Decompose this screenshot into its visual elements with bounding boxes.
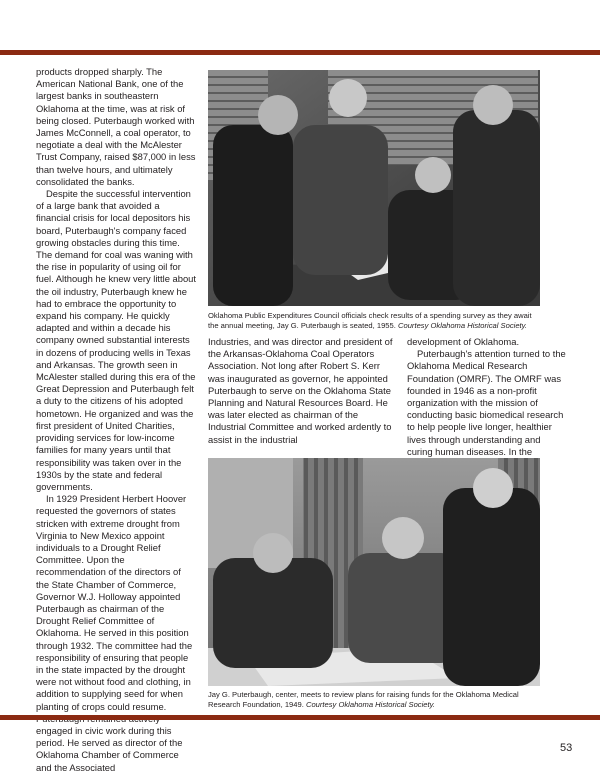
- photo-illustration: [208, 458, 540, 686]
- paragraph: Despite the successful intervention of a large bank that avoided a financial crisis for local depositors his board, Puterbaugh's company faced growing obstacles during this time. The demand for coal was waning with the rise in popularity of using oil for fuel. Although he knew very little about the oil industry, Puterbaugh knew he had to embrace the opportunity to expand his company. He quickly adapted and within a decade his company owned substantial interests in dozens of producing wells in Texas and Arkansas. The growth seen in McAlester stalled during this era of the Great Depression and Puterbaugh felt a duty to the citizens of his adopted hometown. He organized and was the first president of United Charities, providing services for low-income families for many years until that responsibility was taken over in the 1930s by the state and federal governments.: [36, 188, 196, 492]
- caption-credit: Courtesy Oklahoma Historical Society.: [305, 699, 435, 709]
- paragraph: In 1929 President Herbert Hoover requested the governors of states stricken with extreme drought from Virginia to New Mexico appoint individuals to a Drought Relief Committee. Upon the recommendation of the directors of the State Chamber of Commerce, Governor W.J. Holloway appointed Puterbaugh as chairman of the Drought Relief Committee of Oklahoma. He served in this position through 1932. The committee had the responsibility of ensuring that people in the state impacted by the drought were not without food and clothing, in addition to supplying seed for when planting of crops could resume. engaged in civic work during this period. He served as director of the Oklahoma Chamber of Commerce and the Associated: [36, 493, 193, 773]
- paragraph: products dropped sharply. The American National Bank, one of the largest banks in southeastern Oklahoma at the time, was at risk of being closed. Puterbaugh worked with James McConnell, a coal operator, to negotiate a deal with the McAlester Trust Company, raised $87,000 in less than twelve hours, and ultimately consolidated the banks.: [36, 66, 196, 187]
- top-rule: [0, 50, 600, 55]
- bottom-rule: [0, 715, 600, 720]
- caption-credit: Courtesy Oklahoma Historical Society.: [398, 320, 527, 330]
- photo-caption-1: [208, 311, 540, 330]
- text-column-right: [407, 336, 567, 470]
- text-column-middle: [208, 336, 395, 446]
- paragraph: development of Oklahoma.: [407, 336, 520, 347]
- photo-caption-2: [208, 690, 540, 709]
- photo-illustration: [208, 70, 540, 306]
- page-number: 53: [560, 742, 573, 754]
- caption-text: Oklahoma Public Expenditures Council officials check results of a spending survey as they await the annual meeting, Jay G. Puterbaugh is seated, 1955.: [208, 311, 532, 330]
- paragraph: Puterbaugh's attention turned to the Oklahoma Medical Research Foundation (OMRF). The OMRF was founded in 1946 as a non-profit organization with the mission of conducting basic biomedical research to help people live longer, healthier lives through understanding and curing human diseases. In the: [407, 348, 566, 457]
- paragraph: Industries, and was director and president of the Arkansas-Oklahoma Coal Operators Association. Not long after Robert S. Kerr was inaugurated as governor, he appointed Puterbaugh to serve on the Oklahoma State Planning and Natural Resources Board. He was later elected as chairman of the Industrial Committee and worked ardently to assist in the industrial: [208, 336, 393, 445]
- caption-text: Jay G. Puterbaugh, center, meets to review plans for raising funds for the Oklahoma Medical Research Foundation, 1949.: [208, 690, 519, 709]
- photo-officials-survey: [208, 70, 540, 306]
- photo-omrf-meeting: [208, 458, 540, 686]
- text-column-left: [36, 66, 196, 774]
